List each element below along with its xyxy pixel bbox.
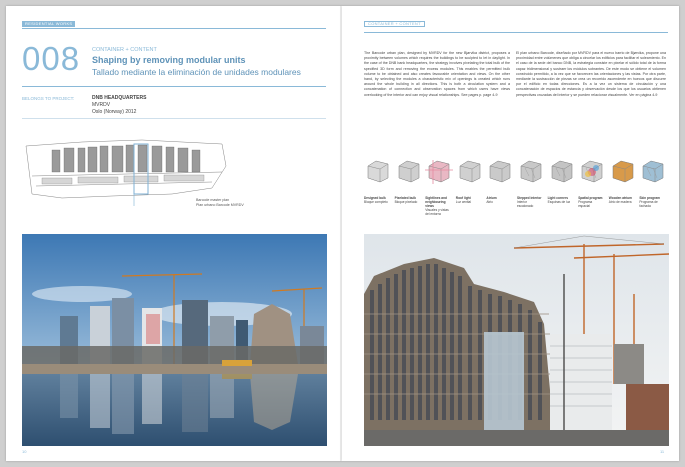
diagram-label-spanish: Atrio de madera [608, 200, 632, 204]
massing-diagram-icon [425, 156, 453, 184]
belongs-label: BELONGS TO PROJECT: [22, 96, 75, 101]
body-text-english: The Barcode urban plan, designed by MVRDV for the new Bjørvika district, proposes a proximity between volumes which requires the buildings to be sculpted to let in daylight. In the case of the DNB bank headquarters, the strategy involves pixelating the total bulk of the specified 3D form and removing the excess modules. This enables the permitted bulk volume to be obtained and also creates favourable orientation and views. On the other hand, by selecting the modules a characteristic mix of openings is created which runs around the whole building in all directions. This is both a circulation system and a concatenation of connection and observation spaces from which users have views overlooking of the interior and can enjoy visual relationships. See pages p. page 4-9 [364, 51, 510, 97]
massing-diagram-icon [364, 156, 392, 184]
diagram-label [456, 196, 482, 204]
diagram-label [609, 196, 635, 204]
diagram-label [395, 196, 421, 204]
diagram-label [486, 196, 512, 204]
title-rule [22, 86, 326, 87]
category-label: CONTAINER + CONTENT [92, 47, 157, 53]
body-text-spanish: El plan urbano Barcode, diseñado por MVRDV para el nuevo barrio de Bjørvika, propone una proximidad entre volúmenes que obliga a cincelar los edificios para facilitar el soleamiento. En el caso de la sede del banco DNB, la estrategia consiste en pixelar el sólido total de la forma capaz tridimensional y sustraer los módulos sobrantes. De este modo se obtiene el volumen construido permitido, a la vez que se favorecen las orientaciones y las vistas. Por otra parte, mediante la sustracción de piezas se crea un recorrido ascendente en huecos que discurre por el edificio en todas direcciones. Es a la vez un sistema de circulación y una concatenación de espacios de estancia y observación desde los que los usuarios obtienen perspectivas cruzadas del interior y se pueden relacionar visualmente. Ver en página 4-9 [516, 51, 666, 97]
diagram-label [364, 196, 390, 204]
project-name: DNB HEADQUARTERS [92, 95, 147, 101]
title-english: Shaping by removing modular units [92, 55, 246, 65]
skyline-photo [22, 234, 327, 446]
diagram-label [548, 196, 574, 204]
diagram-label-english: Sightlines and neighbouring views [425, 196, 447, 208]
diagram-label-english: Atrium [486, 196, 497, 200]
diagram-label-english: Pixelated bulk [394, 196, 417, 200]
location-year: Oslo (Norway) 2012 [92, 109, 137, 115]
diagram-label-spanish: Interior escalonado [517, 200, 534, 208]
diagram-label [639, 196, 665, 208]
title-spanish: Tallado mediante la eliminación de unidades modulares [92, 67, 301, 77]
massing-diagram-icon [456, 156, 484, 184]
page-number-right: 11 [660, 449, 665, 454]
massing-diagram-icon [609, 156, 637, 184]
right-page [342, 6, 679, 461]
right-header-rule [364, 32, 668, 33]
diagram-label-spanish: Programa de fachada [639, 200, 658, 208]
section-tag: RESIDENTIAL WORKS [22, 21, 75, 27]
massing-diagram-icon [517, 156, 545, 184]
massing-diagram-icon [548, 156, 576, 184]
massing-diagram-icon [395, 156, 423, 184]
project-number: 008 [22, 40, 81, 77]
diagram-label-english: Stepped interior [517, 196, 542, 200]
diagram-label-spanish: Esquinas de luz [547, 200, 571, 204]
diagram-label-spanish: Atrio [486, 200, 493, 204]
diagram-label-english: Spatial program [578, 196, 603, 200]
massing-diagram-icon [486, 156, 514, 184]
diagram-label-spanish: Visuales y vistas del entorno [425, 208, 449, 216]
diagram-label-english: Skin program [639, 196, 660, 200]
diagram-label-spanish: Programa espacial [578, 200, 593, 208]
diagram-label-english: Light corners [547, 196, 568, 200]
diagram-label [517, 196, 543, 208]
header-rule [22, 28, 326, 29]
diagram-label [425, 196, 451, 216]
page-number-left: 10 [22, 449, 27, 454]
diagram-label-english: Roof light [455, 196, 471, 200]
massing-diagram-icon [639, 156, 667, 184]
diagram-label-spanish: Bloque completo [364, 200, 388, 204]
info-rule [22, 118, 326, 119]
diagram-label-spanish: Luz cenital [455, 200, 472, 204]
diagram-label-spanish: Bloque pixelado [394, 200, 418, 204]
diagram-label-english: Wooden atrium [608, 196, 632, 200]
diagram-label-english: Designed bulk [364, 196, 386, 200]
building-photo [364, 234, 669, 446]
plan-caption: Barcode master plan Plan urbano Barcode MVRDV [196, 198, 244, 207]
left-page [6, 6, 342, 461]
massing-diagram-icon [578, 156, 606, 184]
architect-name: MVRDV [92, 102, 111, 108]
diagram-label [578, 196, 604, 208]
right-section-tag: CONTAINER + CONTENT [364, 21, 425, 27]
